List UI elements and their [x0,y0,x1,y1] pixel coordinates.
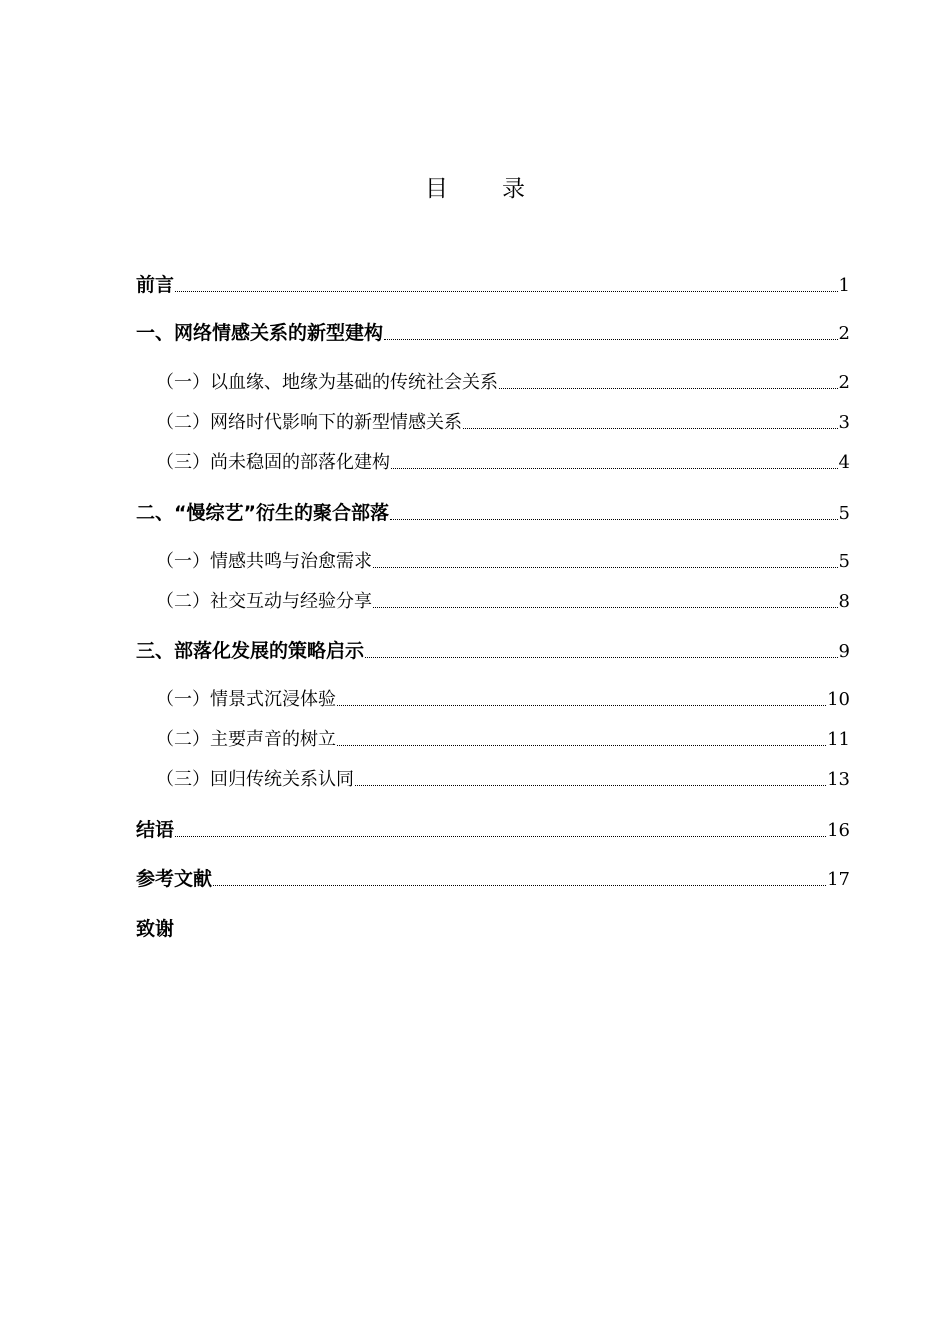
toc-entry[interactable] [136,324,850,343]
toc-entry-page: 17 [827,869,850,890]
dot-leader [175,290,838,292]
dot-leader [384,338,838,340]
toc-entry-label: （二）主要声音的树立 [156,729,336,750]
toc-entry-page: 2 [838,372,850,393]
dot-leader [391,467,838,469]
toc-entry-page: 10 [827,689,850,710]
toc-entry-label: 三、部落化发展的策略启示 [136,640,365,662]
dot-leader [337,744,826,746]
toc-entry-page: 5 [838,503,850,524]
toc-entry-label: （三）回归传统关系认同 [156,769,354,790]
toc-title-char-1: 目 [425,176,448,202]
toc-title [0,170,950,203]
toc-entry-label: 参考文献 [136,868,213,890]
dot-leader [373,606,838,608]
dot-leader [373,566,838,568]
toc-entry-label: 前言 [136,274,175,296]
dot-leader [337,704,826,706]
dot-leader [390,518,838,520]
toc-entry-page: 13 [827,769,850,790]
dot-leader [463,427,838,429]
dot-leader [355,784,826,786]
dot-leader [175,835,826,837]
toc-entry-label: 致谢 [136,918,175,940]
toc-entry[interactable] [136,454,850,472]
toc-entry-page: 16 [827,820,850,841]
toc-title-char-2: 录 [502,176,525,202]
toc-entry-page: 3 [838,412,850,433]
toc-entry-page: 4 [838,452,850,473]
toc-entry-page: 5 [838,551,850,572]
toc-entry-label: 一、网络情感关系的新型建构 [136,322,384,344]
toc-entry-label: （一）以血缘、地缘为基础的传统社会关系 [156,372,498,393]
dot-leader [213,884,826,886]
toc-entry-page: 8 [838,591,850,612]
toc-entry[interactable] [136,771,850,789]
toc-entry[interactable] [136,504,850,523]
dot-leader [365,656,838,658]
toc-entry-label: （三）尚未稳固的部落化建构 [156,452,390,473]
toc-entry[interactable] [136,593,850,611]
toc-entry[interactable] [136,691,850,709]
toc-entry[interactable] [136,374,850,392]
toc-entry-label: 结语 [136,819,175,841]
toc-entry[interactable] [136,870,850,889]
toc-entry-label: 二、“慢综艺”衍生的聚合部落 [136,502,389,524]
toc-entry-page: 1 [838,275,850,296]
toc-entry-label: （二）网络时代影响下的新型情感关系 [156,412,462,433]
toc-entry[interactable] [136,821,850,840]
toc-entry-label: （一）情感共鸣与治愈需求 [156,551,372,572]
toc-entry-page: 9 [838,641,850,662]
toc-entry-label: （一）情景式沉浸体验 [156,689,336,710]
toc-entry[interactable] [136,920,850,939]
toc-entry[interactable] [136,642,850,661]
dot-leader [499,387,838,389]
toc-entry-label: （二）社交互动与经验分享 [156,591,372,612]
toc-entry-page: 11 [827,729,850,750]
toc-entry[interactable] [136,731,850,749]
toc-entry[interactable] [136,414,850,432]
toc-entry[interactable] [136,276,850,295]
toc-entry[interactable] [136,553,850,571]
toc-entry-page: 2 [838,323,850,344]
